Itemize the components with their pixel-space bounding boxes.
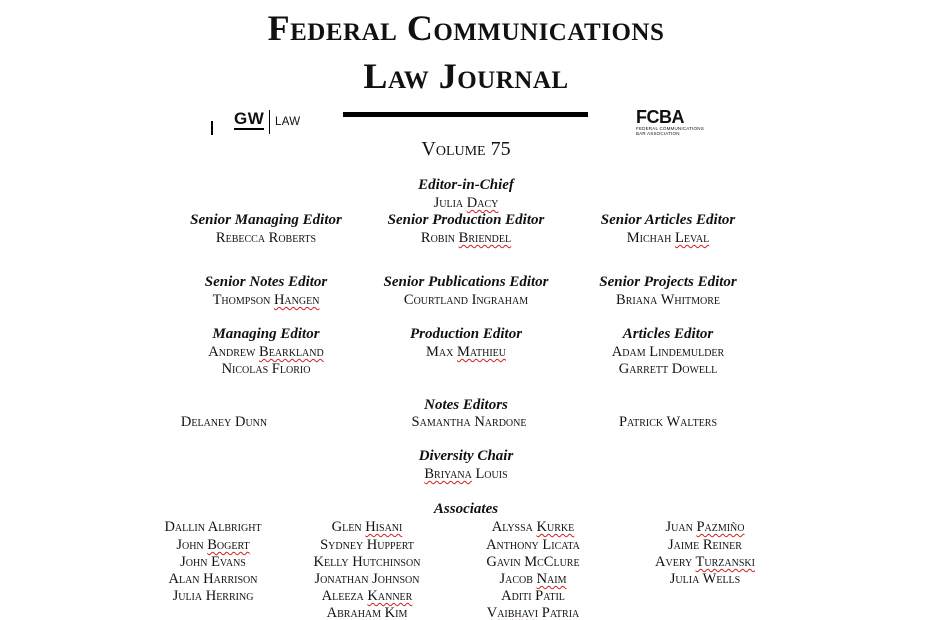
notes-editor-name-left: Delaney Dunn: [180, 414, 268, 430]
notes-editor-name-right: Patrick Walters: [618, 414, 718, 430]
associate-name: Gavin McClure: [486, 554, 580, 570]
journal-title-line2: Law Journal: [363, 56, 569, 96]
fcba-logo: [636, 108, 704, 136]
senior-notes-editor-role: Senior Notes Editor: [204, 274, 328, 290]
gw-logo: GW: [234, 109, 265, 128]
diversity-chair-name: Briyana Louis: [424, 466, 508, 482]
senior-managing-editor-role: Senior Managing Editor: [190, 212, 342, 228]
associate-name: Jacob Naim: [499, 571, 567, 587]
associate-name: Anthony Licata: [486, 537, 580, 553]
associate-name: Julia Wells: [669, 571, 741, 587]
associate-name: Alyssa Kurke: [491, 519, 575, 535]
associate-name: Jaime Reiner: [668, 537, 742, 553]
journal-title-line1: Federal Communications: [267, 8, 665, 48]
associate-name: Vaibhavi Patria: [486, 605, 580, 620]
associate-name: John Evans: [180, 554, 246, 570]
volume-label: Volume 75: [421, 138, 511, 160]
title-rule: [343, 112, 588, 117]
fcba-mark: FCBA: [636, 107, 684, 127]
associate-name: John Bogert: [176, 537, 250, 553]
associate-name: Aleeza Kanner: [321, 588, 413, 604]
articles-editor-name-2: Garrett Dowell: [618, 361, 718, 377]
production-editor-role: Production Editor: [409, 326, 523, 342]
articles-editor-role: Articles Editor: [622, 326, 714, 342]
production-editor-name: Max Mathieu: [426, 344, 506, 360]
senior-production-editor-name: Robin Briendel: [420, 230, 512, 246]
senior-publications-editor-role: Senior Publications Editor: [383, 274, 549, 290]
senior-notes-editor-name: Thompson Hangen: [212, 292, 320, 308]
senior-projects-editor-role: Senior Projects Editor: [599, 274, 737, 290]
editor-in-chief-role: Editor-in-Chief: [418, 177, 514, 193]
associate-name: Glen Hisani: [331, 519, 403, 535]
managing-editor-role: Managing Editor: [212, 326, 320, 342]
notes-editors-role: Notes Editors: [424, 397, 508, 413]
senior-managing-editor-name: Rebecca Roberts: [215, 230, 317, 246]
diversity-chair-role: Diversity Chair: [418, 448, 514, 464]
associate-name: Kelly Hutchinson: [313, 554, 421, 570]
gw-law-label: LAW: [275, 116, 301, 128]
associate-name: Avery Turzanski: [655, 554, 755, 570]
notes-editor-name-center: Samantha Nardone: [411, 414, 527, 430]
associate-name: Julia Herring: [172, 588, 254, 604]
fcba-subtitle-line2: BAR ASSOCIATION: [636, 131, 680, 136]
associates-heading: Associates: [433, 501, 499, 517]
articles-editor-name-1: Adam Lindemulder: [611, 344, 725, 360]
senior-production-editor-role: Senior Production Editor: [387, 212, 545, 228]
associate-name: Abraham Kim: [326, 605, 408, 620]
associate-name: Juan Pazmiño: [665, 519, 745, 535]
associate-name: Alan Harrison: [168, 571, 258, 587]
associate-name: Aditi Patil: [501, 588, 565, 604]
text-cursor: [211, 121, 213, 135]
senior-articles-editor-name: Michah Leval: [626, 230, 710, 246]
associate-name: Jonathan Johnson: [314, 571, 420, 587]
associate-name: Dallin Albright: [164, 519, 262, 535]
senior-publications-editor-name: Courtland Ingraham: [403, 292, 529, 308]
gw-logo-divider: [269, 110, 270, 134]
managing-editor-name-1: Andrew Bearkland: [208, 344, 324, 360]
fcba-subtitle-line1: FEDERAL COMMUNICATIONS: [636, 126, 704, 131]
associate-name: Sydney Huppert: [320, 537, 414, 553]
editor-in-chief-name: Julia Dacy: [433, 195, 499, 211]
managing-editor-name-2: Nicolas Florio: [221, 361, 311, 377]
senior-projects-editor-name: Briana Whitmore: [616, 292, 720, 308]
senior-articles-editor-role: Senior Articles Editor: [600, 212, 736, 228]
